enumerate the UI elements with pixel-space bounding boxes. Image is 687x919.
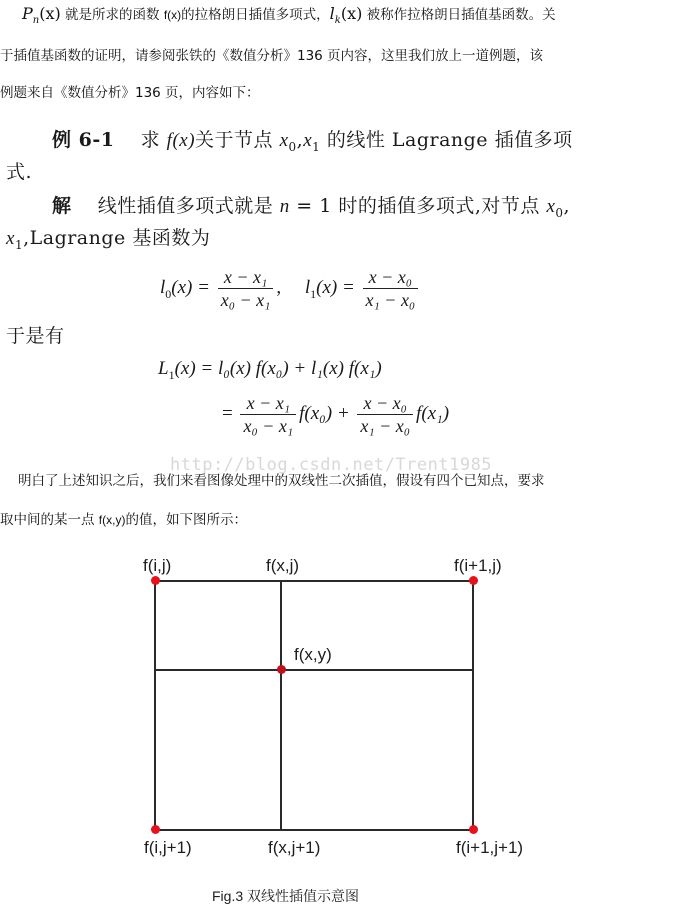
L1-symbol: L: [158, 358, 169, 379]
result-fraction-2: [357, 392, 413, 437]
intro-text-b: 的拉格朗日插值多项式，: [181, 7, 330, 23]
bilinear-text-a: 取中间的某一点: [0, 512, 99, 528]
middle-horizontal-line: [155, 669, 474, 671]
example-text-c: 的线性 Lagrange 插值多项: [320, 129, 573, 151]
result-equation-line-2: [222, 392, 449, 437]
figure-caption: Fig.3 双线性插值示意图: [212, 888, 360, 904]
lk-subscript: k: [334, 15, 341, 26]
book-excerpt: [0, 0, 687, 450]
example-text-b: 关于节点: [195, 129, 280, 151]
frac2-denominator: x₁ − x₀: [360, 416, 411, 436]
bilinear-line-1: 明白了上述知识之后，我们来看图像处理中的双线性二次插值，假设有四个已知点，要求: [18, 473, 545, 489]
example-label: 例 6-1: [52, 129, 115, 151]
l1-arg: (x) =: [316, 276, 355, 298]
l0-symbol: l: [160, 276, 166, 298]
bilinear-line-2: [0, 510, 687, 530]
L1-sub: 1: [168, 368, 175, 382]
frac1-numerator: x − x₁: [240, 392, 296, 415]
left-edge: [154, 580, 156, 831]
solution-x0-sub: 0: [555, 206, 564, 220]
solution-label: 解: [52, 195, 72, 217]
right-edge: [472, 580, 474, 831]
label-center: f(x,y): [294, 645, 332, 664]
therefore-line: 于是有: [6, 325, 65, 347]
example-line-cont: 式.: [6, 161, 33, 183]
watermark: http://blog.csdn.net/Trent1985: [170, 455, 493, 475]
intro-line-3: 例题来自《数值分析》136 页，内容如下：: [0, 85, 260, 101]
bilinear-diagram: [0, 540, 687, 919]
frac1-denominator: x₀ − x₁: [243, 416, 294, 436]
label-bottom-right: f(i+1,j+1): [456, 838, 524, 857]
l1-fraction: [363, 266, 419, 311]
label-top-right: f(i+1,j): [454, 556, 502, 575]
fxy-inline: f(x,y): [98, 513, 126, 527]
point-bottom-right: [469, 825, 478, 834]
result-line-1-rest: (x) = l₀(x) f(x₀) + l₁(x) f(x₁): [174, 358, 382, 379]
solution-line-cont: [6, 226, 210, 257]
label-top-left: f(i,j): [143, 556, 172, 575]
intro-text-a: 就是所求的函数: [60, 7, 164, 23]
solution-x0: x: [546, 196, 556, 217]
solution-text-b: = 1 时的插值多项式,对节点: [289, 195, 547, 217]
l0-numerator: x − x₁: [218, 266, 274, 289]
point-top-left: [151, 576, 160, 585]
l1-symbol: l: [304, 276, 311, 298]
l1-numerator: x − x₀: [363, 266, 419, 289]
lk-symbol: l: [329, 4, 335, 23]
example-x0: x: [279, 130, 289, 151]
solution-cont-text: ,Lagrange 基函数为: [23, 227, 211, 249]
solution-line: [52, 194, 570, 225]
example-x0-sub: 0: [288, 140, 297, 154]
fx-inline: f(x): [163, 8, 182, 22]
solution-n: n: [279, 196, 290, 217]
result-term-1: f(x₀) +: [299, 402, 350, 424]
result-fraction-1: [240, 392, 296, 437]
bilinear-text-b: 的值，如下图所示：: [125, 512, 247, 528]
l0-sub: 0: [165, 286, 172, 301]
top-edge: [155, 580, 474, 582]
example-line: [52, 128, 573, 159]
example-fx: f(x): [166, 130, 196, 151]
bottom-edge: [155, 829, 474, 831]
label-bottom-mid: f(x,j+1): [268, 838, 321, 857]
label-top-mid: f(x,j): [266, 556, 300, 575]
frac2-numerator: x − x₀: [357, 392, 413, 415]
solution-text-a: 线性插值多项式就是: [97, 195, 280, 217]
result-equation-line-1: [158, 358, 382, 383]
point-center: [277, 665, 286, 674]
pn-symbol: P: [22, 4, 33, 23]
intro-text-c: 被称作拉格朗日插值基函数。关: [362, 7, 556, 23]
label-bottom-left: f(i,j+1): [144, 838, 192, 857]
l0-arg: (x) =: [171, 276, 210, 298]
point-bottom-left: [151, 825, 160, 834]
middle-vertical-line: [280, 580, 282, 831]
pn-argument: (x): [39, 4, 61, 23]
point-top-right: [469, 576, 478, 585]
l1-sub: 1: [310, 286, 317, 301]
intro-line-2: 于插值基函数的证明，请参阅张铁的《数值分析》136 页内容，这里我们放上一道例题，该: [0, 48, 544, 64]
l0-denominator: x₀ − x₁: [220, 290, 271, 310]
example-x1-sub: 1: [312, 140, 321, 154]
result-term-2: f(x₁): [416, 402, 450, 424]
basis-separator: ,: [276, 276, 282, 298]
basis-equation: [160, 266, 421, 311]
solution-cont-x1: x: [6, 228, 15, 249]
example-x1: x: [303, 130, 313, 151]
l0-fraction: [218, 266, 274, 311]
example-comma: ,: [296, 129, 304, 151]
example-text-a: 求: [140, 129, 167, 151]
l1-denominator: x₁ − x₀: [365, 290, 416, 310]
solution-cont-x1-sub: 1: [14, 238, 24, 252]
result-equals: =: [222, 402, 233, 424]
pn-subscript: n: [32, 15, 40, 26]
solution-tail: ,: [563, 195, 571, 217]
lk-argument: (x): [340, 4, 363, 23]
